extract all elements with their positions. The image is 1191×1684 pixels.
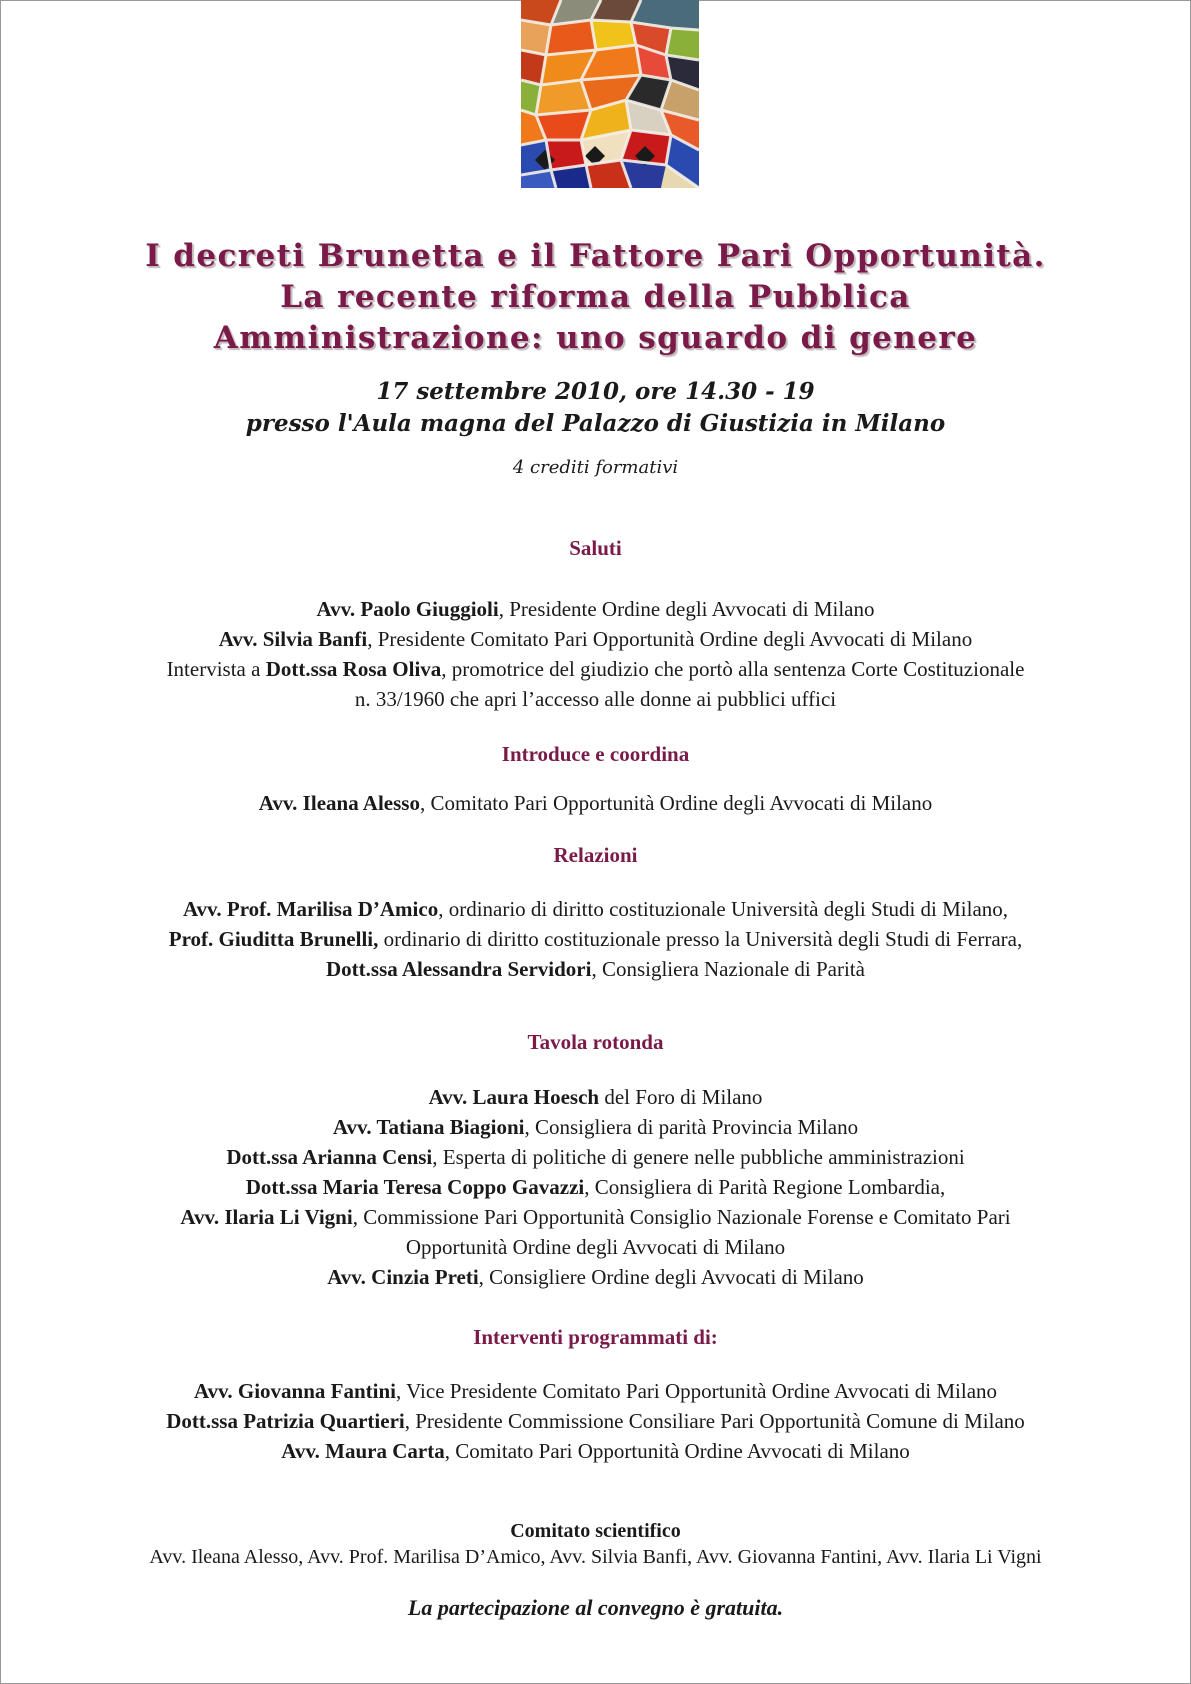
speaker-role: , Esperta di politiche di genere nelle pubbliche amministrazioni (432, 1145, 965, 1169)
speaker-role: , Presidente Ordine degli Avvocati di Milano (498, 597, 875, 621)
list-item (0, 954, 1191, 984)
mosaic-image (521, 0, 699, 188)
speaker-name: Avv. Ileana Alesso (258, 791, 420, 815)
speaker-name: Dott.ssa Alessandra Servidori (326, 957, 592, 981)
comitato-members: Avv. Ileana Alesso, Avv. Prof. Marilisa D’Amico, Avv. Silvia Banfi, Avv. Giovanna Fantini, Avv. Ilaria Li Vigni (149, 1546, 1042, 1568)
list-item (0, 1436, 1191, 1466)
list-item (0, 1376, 1191, 1406)
event-title (0, 236, 1191, 359)
list-item (0, 1172, 1191, 1202)
intro-text: Intervista a (166, 657, 266, 681)
speaker-role: , promotrice del giudizio che portò alla sentenza Corte Costituzionale (441, 657, 1025, 681)
speaker-role: , Commissione Pari Opportunità Consiglio Nazionale Forense e Comitato Pari (352, 1205, 1011, 1229)
speaker-role: , Comitato Pari Opportunità Ordine Avvocati di Milano (444, 1439, 910, 1463)
interventi-list (0, 1376, 1191, 1466)
title-line-1: I decreti Brunetta e il Fattore Pari Opportunità. (145, 238, 1046, 274)
comitato-heading: Comitato scientifico (510, 1520, 681, 1542)
relazioni-list (0, 894, 1191, 984)
speaker-name: Avv. Ilaria Li Vigni (180, 1205, 353, 1229)
event-credits: 4 crediti formativi (512, 457, 679, 478)
section-heading-saluti: Saluti (569, 536, 622, 560)
event-venue: presso l'Aula magna del Palazzo di Giustizia in Milano (245, 410, 946, 437)
speaker-name: Dott.ssa Rosa Oliva (265, 657, 442, 681)
speaker-name: Avv. Giovanna Fantini (193, 1379, 397, 1403)
speaker-name: Avv. Prof. Marilisa D’Amico (182, 897, 439, 921)
list-item (0, 624, 1191, 654)
speaker-name: Avv. Tatiana Biagioni (332, 1115, 525, 1139)
saluti-list (0, 594, 1191, 714)
list-item (0, 1262, 1191, 1292)
list-item (0, 1202, 1191, 1232)
speaker-role: , Comitato Pari Opportunità Ordine degli Avvocati di Milano (419, 791, 933, 815)
speaker-role: del Foro di Milano (599, 1085, 763, 1109)
list-item (0, 684, 1191, 714)
speaker-name: Dott.ssa Maria Teresa Coppo Gavazzi (245, 1175, 585, 1199)
speaker-role: , Consigliere Ordine degli Avvocati di Milano (478, 1265, 864, 1289)
speaker-name: Dott.ssa Arianna Censi (226, 1145, 433, 1169)
speaker-role: , Presidente Comitato Pari Opportunità Ordine degli Avvocati di Milano (367, 627, 973, 651)
participation-note: La partecipazione al convegno è gratuita. (407, 1595, 784, 1620)
section-heading-interventi: Interventi programmati di: (473, 1325, 718, 1349)
speaker-role: , Vice Presidente Comitato Pari Opportunità Ordine Avvocati di Milano (396, 1379, 998, 1403)
title-line-3: Amministrazione: uno sguardo di genere (213, 320, 978, 356)
speaker-role: Opportunità Ordine degli Avvocati di Milano (405, 1235, 786, 1259)
list-item (0, 654, 1191, 684)
event-date: 17 settembre 2010, ore 14.30 - 19 (376, 378, 815, 405)
speaker-role: ordinario di diritto costituzionale presso la Università degli Studi di Ferrara, (378, 927, 1023, 951)
list-item (0, 1142, 1191, 1172)
list-item (0, 788, 1191, 818)
speaker-role: , Presidente Commissione Consiliare Pari Opportunità Comune di Milano (404, 1409, 1025, 1433)
speaker-role: , Consigliera Nazionale di Parità (591, 957, 865, 981)
tavola-list (0, 1082, 1191, 1292)
section-heading-introduce: Introduce e coordina (501, 742, 690, 766)
speaker-name: Avv. Laura Hoesch (428, 1085, 600, 1109)
list-item (0, 1232, 1191, 1262)
speaker-name: Dott.ssa Patrizia Quartieri (166, 1409, 405, 1433)
speaker-role: , Consigliera di parità Provincia Milano (524, 1115, 859, 1139)
speaker-role: n. 33/1960 che apri l’accesso alle donne ai pubblici uffici (354, 687, 837, 711)
list-item (0, 1082, 1191, 1112)
list-item (0, 1112, 1191, 1142)
title-line-2: La recente riforma della Pubblica (280, 279, 911, 315)
speaker-name: Avv. Cinzia Preti (327, 1265, 479, 1289)
section-heading-tavola: Tavola rotonda (527, 1030, 664, 1054)
speaker-name: Prof. Giuditta Brunelli, (168, 927, 379, 951)
speaker-role: , Consigliera di Parità Regione Lombardia, (584, 1175, 946, 1199)
speaker-name: Avv. Silvia Banfi (218, 627, 368, 651)
introduce-list (0, 788, 1191, 818)
speaker-name: Avv. Maura Carta (281, 1439, 445, 1463)
speaker-role: , ordinario di diritto costituzionale Università degli Studi di Milano, (438, 897, 1009, 921)
list-item (0, 1406, 1191, 1436)
list-item (0, 924, 1191, 954)
speaker-name: Avv. Paolo Giuggioli (316, 597, 499, 621)
list-item (0, 594, 1191, 624)
section-heading-relazioni: Relazioni (553, 843, 638, 867)
list-item (0, 894, 1191, 924)
